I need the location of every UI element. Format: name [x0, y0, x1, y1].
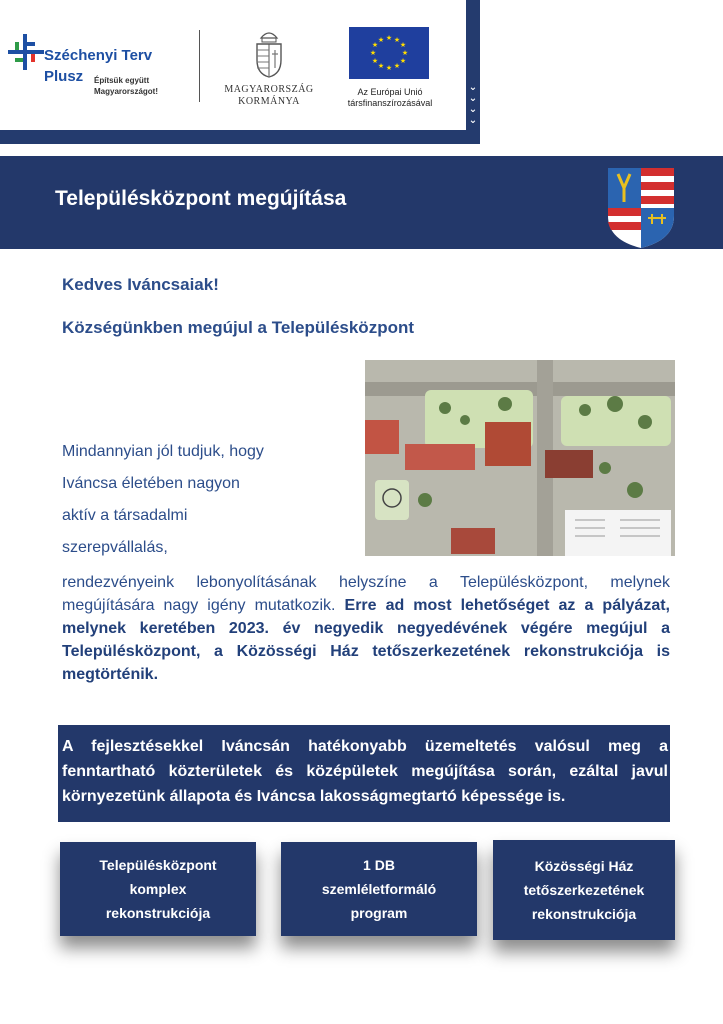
slogan-line-1: Építsük együtt	[94, 76, 150, 85]
card-awareness-program	[281, 842, 477, 936]
slogan-line-2: Magyarországot!	[94, 87, 159, 96]
site-plan-map-image	[365, 360, 675, 556]
page-title: Településközpont megújítása	[55, 187, 347, 210]
intro-line-2: Iváncsa életében nagyon	[62, 475, 240, 492]
szechenyi-slogan	[94, 75, 158, 97]
eu-label	[330, 87, 450, 109]
card-line: rekonstrukciója	[531, 906, 637, 922]
body-paragraph	[62, 571, 670, 686]
greeting: Kedves Iváncsaiak!	[62, 275, 219, 294]
svg-text:★: ★	[377, 36, 385, 44]
svg-text:★: ★	[371, 41, 379, 49]
svg-text:★: ★	[369, 49, 377, 57]
callout-text: A fejlesztésekkel Iváncsán hatékonyabb üzemeltetés valósul meg a fenntartható közterületek és középületek megújítása során, ezáltal javul környezetünk állapota és Iváncsa lakosságmegtartó képessége is.	[62, 738, 668, 805]
card-line: Közösségi Ház	[534, 858, 634, 874]
card-line: komplex	[129, 881, 187, 897]
intro-line-1: Mindannyian jól tudjuk, hogy	[62, 443, 264, 460]
body-normal-text: rendezvényeink lebonyolításának helyszíne a Településközpont, melynek megújítására nagy igény mutatkozik.	[62, 574, 670, 614]
svg-text:★: ★	[399, 41, 407, 49]
chevron-down-icon: ⌄ ⌄ ⌄ ⌄	[468, 82, 478, 126]
eu-flag-icon	[349, 27, 429, 79]
card-settlement-center	[60, 842, 256, 936]
hungarian-crest-icon	[253, 28, 285, 78]
svg-text:★: ★	[385, 64, 393, 72]
svg-text:★: ★	[385, 34, 393, 42]
eu-line-2: társfinanszírozásával	[347, 98, 433, 108]
card-line: szemléletformáló	[321, 881, 437, 897]
card-line: program	[350, 905, 408, 921]
card-line: tetőszerkezetének	[523, 882, 645, 898]
svg-text:★: ★	[401, 49, 409, 57]
intro-line-3: aktív a társadalmi	[62, 507, 188, 524]
card-line: rekonstrukciója	[105, 905, 211, 921]
card-line: 1 DB	[363, 857, 395, 873]
svg-text:★: ★	[393, 36, 401, 44]
government-label	[212, 84, 326, 108]
village-coat-of-arms-icon	[608, 168, 674, 248]
svg-text:★: ★	[377, 62, 385, 70]
header-divider	[199, 30, 200, 102]
card-community-house-roof	[493, 840, 675, 940]
body-bold-text: Erre ad most lehetőséget az a pályázat, melynek keretében 2023. év negyedik negyedévének végére megújul a Településközpont, a Közösségi Ház tetőszerkezetének rekonstrukciója is megtörténik.	[62, 597, 671, 683]
svg-text:★: ★	[371, 57, 379, 65]
card-line: Településközpont	[99, 857, 217, 873]
government-line-2: KORMÁNYA	[238, 96, 300, 107]
svg-text:★: ★	[399, 57, 407, 65]
intro-line-4: szerepvállalás,	[62, 539, 168, 556]
government-line-1: MAGYARORSZÁG	[224, 84, 314, 95]
subtitle: Községünkben megújul a Településközpont	[62, 318, 415, 337]
header-bottom-bar	[0, 130, 470, 144]
szechenyi-logo-icon	[6, 32, 46, 72]
eu-line-1: Az Európai Unió	[357, 87, 423, 97]
svg-text:★: ★	[393, 62, 401, 70]
szechenyi-plus: Plusz	[44, 68, 84, 85]
szechenyi-title: Széchenyi Terv	[44, 47, 153, 64]
